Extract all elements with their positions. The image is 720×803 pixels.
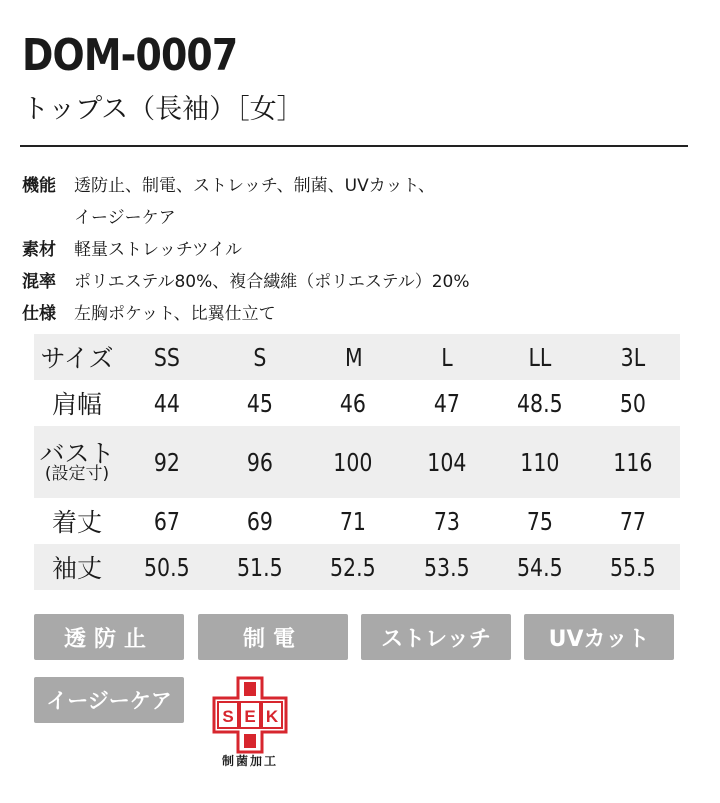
table-cell: サイズ xyxy=(34,334,120,380)
table-cell: 96 xyxy=(213,426,306,498)
spec-value-line2: イージーケア xyxy=(74,208,176,228)
size-table xyxy=(34,334,680,590)
table-cell: 袖丈 xyxy=(34,544,120,590)
table-cell: 55.5 xyxy=(587,544,680,590)
spec-value: 軽量ストレッチツイル xyxy=(74,240,242,260)
table-cell: 69 xyxy=(246,506,274,536)
table-cell: 50 xyxy=(620,388,647,418)
badge-easy-care: イージーケア xyxy=(34,677,184,723)
spec-value: 左胸ポケット、比翼仕立て xyxy=(74,304,276,324)
table-cell: 54.5 xyxy=(493,544,586,590)
badge-stretch: ストレッチ xyxy=(361,614,511,660)
table-cell: 53.5 xyxy=(400,544,493,590)
table-cell: 47 xyxy=(433,388,460,418)
table-cell: 51.5 xyxy=(213,544,306,590)
table-cell: 3L xyxy=(587,334,680,380)
row-sublabel: (設定寸) xyxy=(44,464,110,484)
table-cell: 110 xyxy=(493,426,586,498)
spec-row-function xyxy=(22,170,470,234)
table-cell: 45 xyxy=(246,388,274,418)
divider xyxy=(20,145,688,147)
table-cell: 着丈 xyxy=(51,508,102,537)
badge-uv-cut: UVカット xyxy=(524,614,674,660)
row-label: バスト xyxy=(39,439,115,468)
table-cell: SS xyxy=(120,334,213,380)
table-cell: 48.5 xyxy=(517,388,563,418)
spec-key: 機能 xyxy=(22,176,56,196)
table-cell xyxy=(34,426,120,498)
spec-row-material xyxy=(22,234,470,266)
table-cell: 77 xyxy=(620,506,647,536)
spec-row-blend xyxy=(22,266,470,298)
table-cell: 73 xyxy=(433,506,460,536)
spec-value: 透防止、制電、ストレッチ、制菌、UVカット、 xyxy=(74,176,436,196)
model-number: DOM-0007 xyxy=(22,30,238,81)
table-cell: 100 xyxy=(307,426,400,498)
svg-text:S: S xyxy=(222,707,234,726)
table-cell: 67 xyxy=(153,506,180,536)
table-cell: S xyxy=(213,334,306,380)
sek-caption: 制菌加工 xyxy=(221,754,278,768)
spec-key: 混率 xyxy=(22,272,56,292)
table-cell: 46 xyxy=(340,388,367,418)
spec-key: 素材 xyxy=(22,240,56,260)
table-cell: 44 xyxy=(153,388,180,418)
spec-value: ポリエステル80%、複合繊維（ポリエステル）20% xyxy=(74,272,470,292)
svg-text:K: K xyxy=(265,707,279,726)
table-cell: 50.5 xyxy=(120,544,213,590)
table-row xyxy=(34,426,680,498)
table-row xyxy=(34,380,680,426)
table-row xyxy=(34,498,680,544)
table-cell: 52.5 xyxy=(307,544,400,590)
table-cell: LL xyxy=(493,334,586,380)
badge-antistatic: 制電 xyxy=(198,614,348,660)
product-subtitle: トップス（長袖）［女］ xyxy=(22,94,304,125)
table-cell: M xyxy=(307,334,400,380)
spec-list xyxy=(22,170,470,330)
svg-text:E: E xyxy=(244,707,256,726)
table-cell: 75 xyxy=(526,506,554,536)
table-cell: 92 xyxy=(120,426,213,498)
badge-anti-see-through: 透防止 xyxy=(34,614,184,660)
table-cell: 104 xyxy=(400,426,493,498)
table-header-row xyxy=(34,334,680,380)
table-cell: 肩幅 xyxy=(51,390,102,419)
table-row xyxy=(34,544,680,590)
spec-key: 仕様 xyxy=(22,304,56,324)
table-cell: L xyxy=(400,334,493,380)
spec-row-spec xyxy=(22,298,470,330)
table-cell: 71 xyxy=(340,506,367,536)
table-cell: 116 xyxy=(587,426,680,498)
